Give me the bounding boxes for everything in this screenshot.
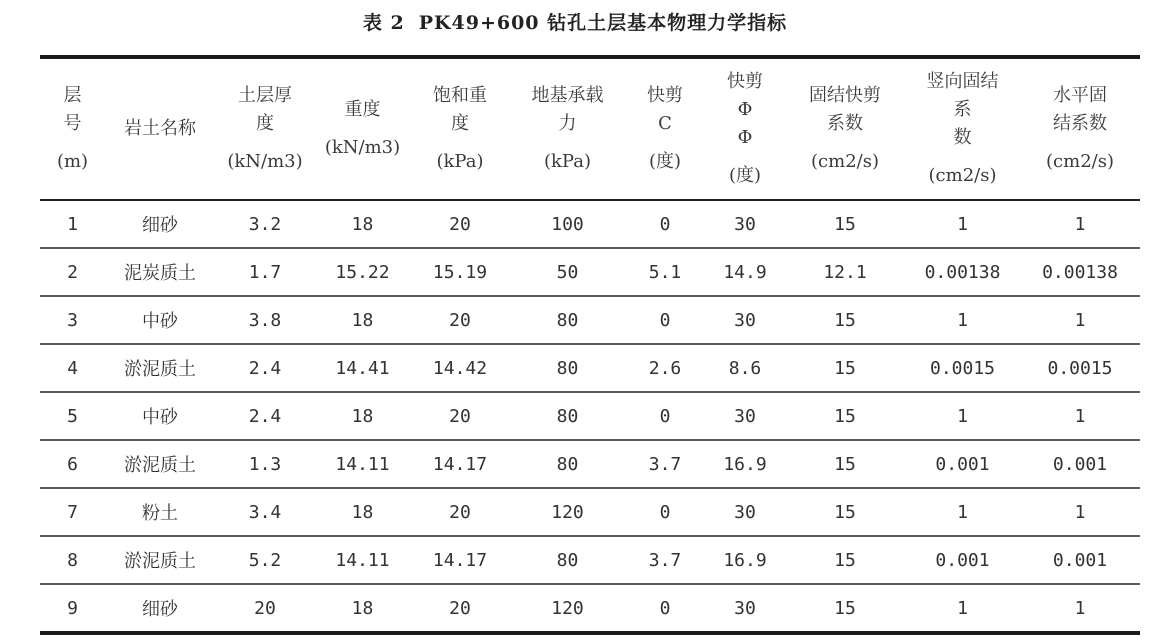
table-cell: 15 [785,440,905,488]
header-label-line: 度 [256,113,274,135]
table-cell: 9 [40,584,105,633]
table-cell: 20 [410,200,510,248]
header-label-line: 系数 [827,113,863,135]
table-body [40,200,1140,633]
table-cell: 1 [1020,296,1140,344]
table-cell: 粉土 [105,488,215,536]
table-cell: 15.22 [315,248,410,296]
header-label-line: C [658,113,672,135]
table-cell: 1 [1020,584,1140,633]
table-cell: 80 [510,440,625,488]
table-cell: 20 [410,392,510,440]
table-cell: 18 [315,584,410,633]
table-cell: 16.9 [705,440,785,488]
table-cell: 1 [905,488,1020,536]
header-unit: (cm2/s) [811,150,879,172]
table-row [40,392,1140,440]
table-row [40,536,1140,584]
table-cell: 30 [705,296,785,344]
header-label-line: 重度 [344,99,381,121]
table-cell: 淤泥质土 [105,440,215,488]
table-cell: 2 [40,248,105,296]
table-cell: 1 [905,200,1020,248]
table-cell: 0.001 [905,536,1020,584]
table-cell: 1 [905,392,1020,440]
table-cell: 30 [705,200,785,248]
table-cell: 120 [510,488,625,536]
table-cell: 30 [705,392,785,440]
header-label-line: 地基承载 [531,85,604,107]
column-header [105,57,215,200]
table-cell: 15 [785,200,905,248]
header-row [40,57,1140,200]
table-cell: 3.7 [625,440,705,488]
column-header [40,57,105,200]
table-cell: 细砂 [105,200,215,248]
header-unit: (kN/m3) [324,137,401,158]
header-label-line: 力 [558,113,577,135]
table-cell: 80 [510,536,625,584]
table-cell: 5 [40,392,105,440]
table-cell: 20 [215,584,315,633]
table-cell: 5.1 [625,248,705,296]
table-cell: 1 [1020,392,1140,440]
header-unit: (cm2/s) [928,164,997,186]
table-cell: 20 [410,584,510,633]
column-header [410,57,510,200]
table-title: PK49+600 钻孔土层基本物理力学指标 [418,12,788,34]
header-label-line: Φ [737,99,753,121]
column-header [510,57,625,200]
table-cell: 18 [315,488,410,536]
table-cell: 0.00138 [905,248,1020,296]
table-cell: 8 [40,536,105,584]
table-cell: 18 [315,200,410,248]
column-header [785,57,905,200]
column-header [215,57,315,200]
table-cell: 15.19 [410,248,510,296]
table-cell: 1.3 [215,440,315,488]
table-cell: 1 [1020,488,1140,536]
table-cell: 15 [785,344,905,392]
table-cell: 30 [705,488,785,536]
table-cell: 0 [625,296,705,344]
table-cell: 3.4 [215,488,315,536]
table-cell: 20 [410,296,510,344]
column-header [705,57,785,200]
table-cell: 50 [510,248,625,296]
table-cell: 0 [625,488,705,536]
table-cell: 4 [40,344,105,392]
column-header [315,57,410,200]
table-cell: 泥炭质土 [105,248,215,296]
table-cell: 15 [785,584,905,633]
table-cell: 0.001 [905,440,1020,488]
table-row [40,344,1140,392]
table-cell: 1 [1020,200,1140,248]
table-row [40,200,1140,248]
table-row [40,248,1140,296]
table-cell: 30 [705,584,785,633]
table-cell: 15 [785,392,905,440]
header-label-line: 水平固 [1053,85,1107,107]
table-cell: 20 [410,488,510,536]
header-label-line: 饱和重 [433,85,487,107]
header-label-line: Φ [737,127,753,148]
header-label-line: 岩土名称 [124,118,196,140]
table-cell: 18 [315,296,410,344]
table-row [40,488,1140,536]
table-cell: 0.001 [1020,536,1140,584]
header-label-line: 号 [63,113,82,135]
header-label-line: 层 [63,85,82,107]
table-row [40,584,1140,633]
header-label-line: 快剪 [727,71,763,93]
table-cell: 5.2 [215,536,315,584]
header-label-line: 度 [451,113,469,135]
table-cell: 0 [625,584,705,633]
table-cell: 14.9 [705,248,785,296]
table-cell: 8.6 [705,344,785,392]
table-cell: 14.17 [410,440,510,488]
table-cell: 80 [510,344,625,392]
column-header [625,57,705,200]
header-label-line: 快剪 [647,85,683,107]
table-cell: 3 [40,296,105,344]
table-cell: 1 [905,584,1020,633]
table-cell: 0.00138 [1020,248,1140,296]
header-label-line: 竖向固结 [926,71,999,93]
table-cell: 14.41 [315,344,410,392]
header-unit: (cm2/s) [1046,150,1114,172]
table-cell: 18 [315,392,410,440]
header-unit: (kN/m3) [227,150,303,172]
table-cell: 15 [785,536,905,584]
table-number: 表 2 [362,12,405,34]
table-cell: 3.7 [625,536,705,584]
table-cell: 1.7 [215,248,315,296]
header-unit: (m) [56,150,89,172]
table-cell: 3.2 [215,200,315,248]
table-cell: 14.11 [315,440,410,488]
header-label-line: 固结快剪 [809,85,881,107]
header-label-line: 土层厚 [238,85,292,107]
table-cell: 0.001 [1020,440,1140,488]
header-unit: (kPa) [436,150,484,172]
header-label-line: 系 [953,99,972,121]
table-caption [0,8,1150,35]
table-row [40,440,1140,488]
table-cell: 0.0015 [905,344,1020,392]
table-cell: 1 [905,296,1020,344]
table-cell: 7 [40,488,105,536]
table-cell: 细砂 [105,584,215,633]
table-cell: 80 [510,392,625,440]
table-cell: 淤泥质土 [105,536,215,584]
table-row [40,296,1140,344]
table-cell: 1 [40,200,105,248]
soil-properties-table [40,55,1140,635]
table-cell: 80 [510,296,625,344]
table-cell: 14.42 [410,344,510,392]
table-cell: 2.4 [215,344,315,392]
table-cell: 2.4 [215,392,315,440]
table-cell: 0 [625,392,705,440]
table-cell: 中砂 [105,392,215,440]
table-cell: 淤泥质土 [105,344,215,392]
table-cell: 120 [510,584,625,633]
table-cell: 中砂 [105,296,215,344]
table-cell: 14.11 [315,536,410,584]
column-header [905,57,1020,200]
table-cell: 0.0015 [1020,344,1140,392]
header-unit: (度) [648,150,682,172]
column-header [1020,57,1140,200]
table-cell: 12.1 [785,248,905,296]
table-cell: 15 [785,296,905,344]
table-cell: 2.6 [625,344,705,392]
header-label-line: 结系数 [1053,113,1107,135]
header-unit: (度) [728,164,762,186]
header-unit: (kPa) [544,150,591,172]
table-cell: 3.8 [215,296,315,344]
header-label-line: 数 [953,127,972,148]
table-cell: 14.17 [410,536,510,584]
table-cell: 6 [40,440,105,488]
table-cell: 16.9 [705,536,785,584]
table-cell: 0 [625,200,705,248]
table-cell: 100 [510,200,625,248]
table-cell: 15 [785,488,905,536]
